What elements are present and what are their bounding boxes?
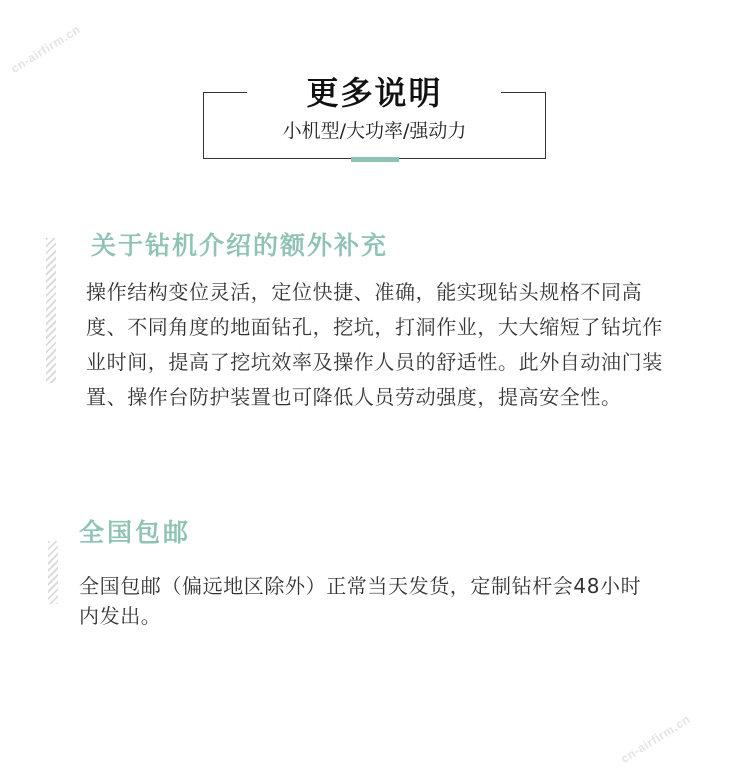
section-heading-drill-info: 关于钻机介绍的额外补充 (91, 231, 389, 260)
section-body-shipping: 全国包邮（偏远地区除外）正常当天发货，定制钻杆会48小时内发出。 (79, 574, 642, 628)
watermark-bottom: cn-airfirm.cn (618, 712, 693, 766)
section-decoration-hatch (48, 541, 58, 604)
section-heading-shipping: 全国包邮 (79, 518, 192, 547)
header-accent-bar (351, 157, 399, 162)
page-title: 更多说明 (306, 74, 443, 112)
header-box (203, 74, 546, 159)
watermark-top: cn-airfirm.cn (8, 22, 83, 76)
section-decoration-hatch (46, 238, 56, 383)
section-body-drill-info: 操作结构变位灵活，定位快捷、准确，能实现钻头规格不同高度、不同角度的地面钻孔，挖坑，打洞作业，大大缩短了钻坑作业时间，提高了挖坑效率及操作人员的舒适性。此外自动油门装置、操作台防护装置也可降低人员劳动强度，提高安全性。 (86, 280, 663, 409)
page-subtitle: 小机型/大功率/强动力 (282, 120, 467, 142)
